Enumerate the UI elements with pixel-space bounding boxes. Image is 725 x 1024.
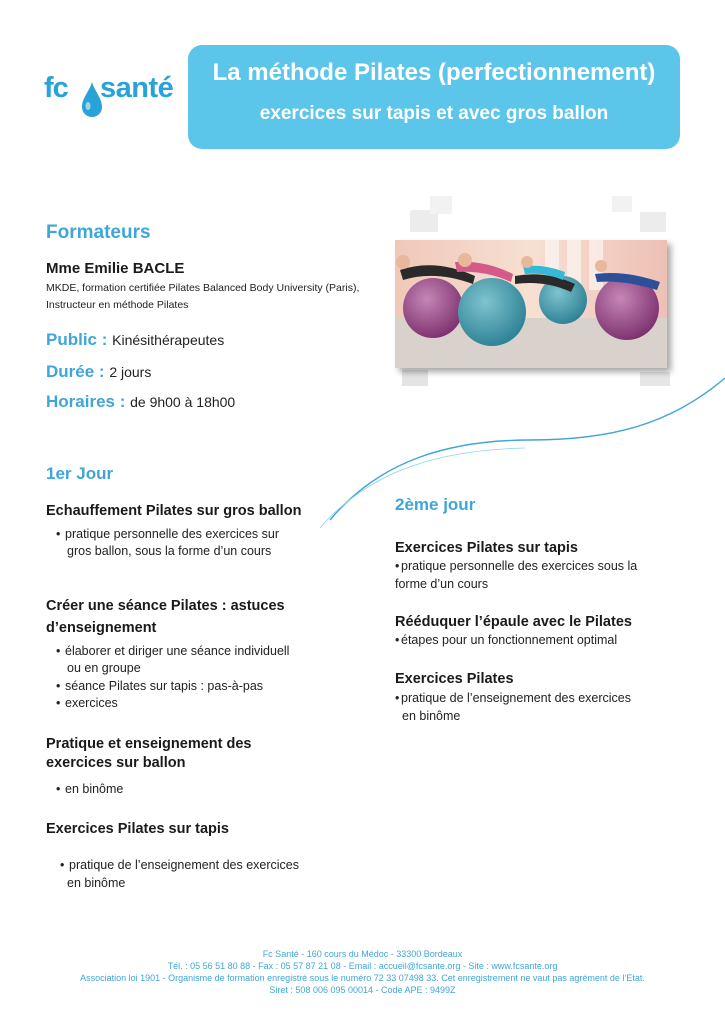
logo-text-sante: santé: [100, 72, 174, 104]
day1-section-title: Exercices Pilates sur tapis: [46, 821, 229, 837]
public-value: Kinésithérapeutes: [112, 332, 225, 348]
pilates-class-photo: [395, 240, 667, 368]
day2-section-title: Exercices Pilates: [395, 671, 514, 687]
day2-section-title: Rééduquer l’épaule avec le Pilates: [395, 614, 632, 630]
header-banner: [188, 45, 680, 149]
duree-row: [46, 362, 151, 382]
list-item: en binôme: [67, 876, 126, 890]
horaires-value: de 9h00 à 18h00: [130, 394, 236, 410]
list-item: • séance Pilates sur tapis : pas-à-pas: [56, 679, 264, 693]
list-item: • en binôme: [56, 782, 124, 796]
decorative-swoosh: [320, 370, 725, 530]
day1-section-title: Pratique et enseignement des: [46, 736, 252, 752]
logo-text-fc: fc: [44, 72, 68, 104]
horaires-row: [46, 392, 235, 412]
list-item: gros ballon, sous la forme d’un cours: [67, 544, 272, 558]
day1-section-title: Créer une séance Pilates : astuces: [46, 598, 285, 614]
footer-siret: Siret : 508 006 095 00014 - Code APE : 9499Z: [269, 985, 456, 995]
list-item: • exercices: [56, 696, 118, 710]
day2-section-title: Exercices Pilates sur tapis: [395, 540, 578, 556]
list-item: en binôme: [402, 709, 461, 723]
day1-section-title: exercices sur ballon: [46, 755, 186, 771]
photo-frame-decoration: [640, 212, 666, 232]
list-item: • élaborer et diriger une séance individuell: [56, 644, 290, 658]
footer-address: Fc Santé - 160 cours du Médoc - 33300 Bordeaux: [262, 949, 463, 959]
photo-frame-decoration: [612, 196, 632, 212]
public-row: [46, 330, 224, 350]
trainer-description: MKDE, formation certifiée Pilates Balanced Body University (Paris),: [46, 282, 360, 294]
trainer-name: Mme Emilie BACLE: [46, 260, 185, 277]
duree-label: Durée :: [46, 362, 105, 381]
public-label: Public :: [46, 330, 108, 349]
formateurs-heading: Formateurs: [46, 222, 151, 243]
footer-contact: Tél. : 05 56 51 80 88 - Fax : 05 57 87 21 08 - Email : accueil@fcsante.org - Site : www.fcsante.org: [167, 961, 558, 971]
list-item: • pratique de l’enseignement des exercices: [395, 691, 631, 705]
day1-title: 1er Jour: [46, 464, 114, 483]
day2-title: 2ème jour: [395, 495, 476, 514]
page-subtitle: exercices sur tapis et avec gros ballon: [259, 103, 609, 124]
list-item: forme d’un cours: [395, 577, 489, 591]
day1-section-title: Echauffement Pilates sur gros ballon: [46, 503, 302, 519]
photo-frame-decoration: [430, 196, 452, 214]
horaires-label: Horaires :: [46, 392, 126, 411]
fcsante-logo: [44, 70, 194, 122]
duree-value: 2 jours: [109, 364, 152, 380]
list-item: • pratique de l’enseignement des exercices: [60, 858, 299, 872]
trainer-description: Instructeur en méthode Pilates: [46, 299, 189, 311]
list-item: • pratique personnelle des exercices sous la: [395, 559, 638, 573]
list-item: • pratique personnelle des exercices sur: [56, 527, 280, 541]
footer-registration: Association loi 1901 - Organisme de formation enregistré sous le numéro 72 33 07498 33. Cet enregistrement ne vaut pas agrément de l’Etat.: [80, 973, 645, 983]
list-item: • étapes pour un fonctionnement optimal: [395, 633, 618, 647]
footer: [0, 948, 725, 996]
day1-section-title: d’enseignement: [46, 620, 157, 636]
list-item: ou en groupe: [67, 661, 141, 675]
page-title: La méthode Pilates (perfectionnement): [212, 59, 656, 86]
